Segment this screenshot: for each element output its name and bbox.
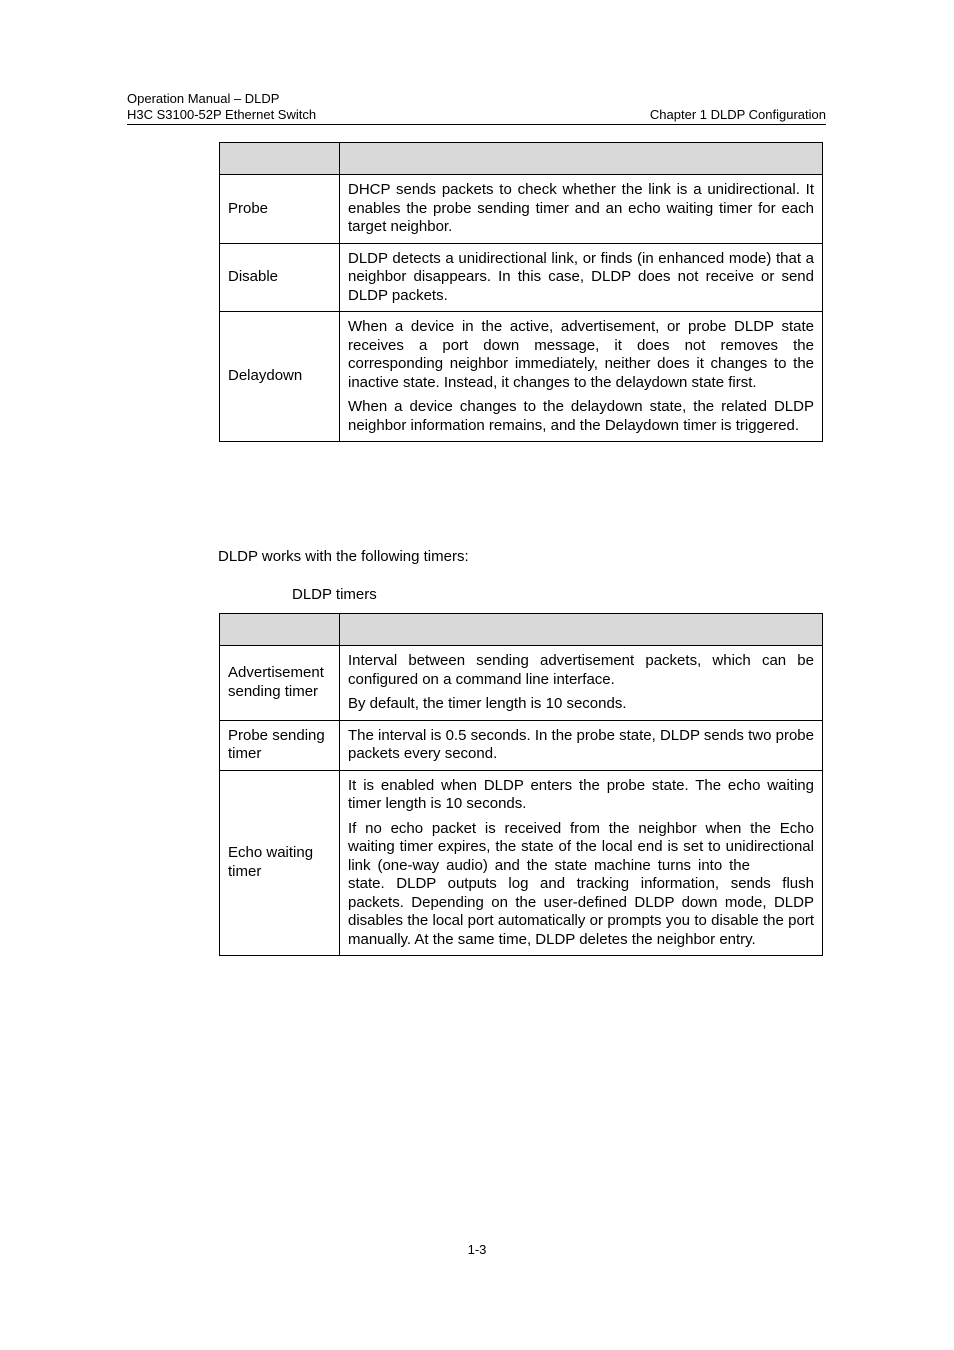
intro-text: DLDP works with the following timers: bbox=[218, 548, 469, 565]
description-paragraph: The interval is 0.5 seconds. In the probe state, DLDP sends two probe packets every second. bbox=[348, 726, 814, 762]
table-row bbox=[220, 175, 823, 244]
description-paragraph: When a device in the active, advertisement, or probe DLDP state receives a port down message, it does not removes the corresponding neighbor immediately, neither does it changes to the inactive state. Instead, it changes to the delaydown state first. bbox=[348, 318, 814, 391]
table-row bbox=[220, 720, 823, 770]
table-caption: DLDP timers bbox=[292, 586, 377, 603]
timer-description bbox=[340, 770, 823, 956]
description-paragraph: Interval between sending advertisement packets, which can be configured on a command line interface. bbox=[348, 652, 814, 688]
dldp-timers-table bbox=[219, 613, 823, 956]
table-header-cell bbox=[340, 614, 823, 646]
state-description bbox=[340, 312, 823, 442]
running-header-left bbox=[127, 91, 316, 123]
table-header-row bbox=[220, 614, 823, 646]
description-paragraph: It is enabled when DLDP enters the probe state. The echo waiting timer length is 10 seconds. bbox=[348, 776, 814, 812]
description-paragraph: DHCP sends packets to check whether the link is a unidirectional. It enables the probe sending timer and an echo waiting timer for each target neighbor. bbox=[348, 181, 814, 235]
table-header-row bbox=[220, 143, 823, 175]
state-name: Probe bbox=[220, 175, 340, 244]
state-description bbox=[340, 243, 823, 312]
description-text-part: state. DLDP outputs log and tracking information, sends flush packets. Depending on the user-defined DLDP down mode, DLDP disables the local port automatically or prompts you to disable the port manually. At the same time, DLDP deletes the neighbor entry. bbox=[348, 875, 814, 948]
table-row bbox=[220, 646, 823, 721]
table-row bbox=[220, 243, 823, 312]
chapter-title: Chapter 1 DLDP Configuration bbox=[649, 107, 826, 122]
timer-description bbox=[340, 720, 823, 770]
description-paragraph bbox=[348, 820, 814, 950]
timer-name: Probe sending timer bbox=[220, 720, 340, 770]
timer-description bbox=[340, 646, 823, 721]
description-paragraph: By default, the timer length is 10 seconds. bbox=[348, 695, 627, 712]
state-description bbox=[340, 175, 823, 244]
table-row bbox=[220, 770, 823, 956]
state-name: Delaydown bbox=[220, 312, 340, 442]
header-divider bbox=[127, 124, 826, 125]
description-text-part: If no echo packet is received from the neighbor when the Echo waiting timer expires, the state of the local end is set to unidirectional link (one-way audio) and the state machine turns into the bbox=[348, 819, 814, 874]
description-paragraph: DLDP detects a unidirectional link, or finds (in enhanced mode) that a neighbor disappears. In this case, DLDP does not receive or send DLDP packets. bbox=[348, 249, 814, 304]
timer-name: Echo waiting timer bbox=[220, 770, 340, 956]
description-paragraph: When a device changes to the delaydown state, the related DLDP neighbor information remains, and the Delaydown timer is triggered. bbox=[348, 398, 814, 434]
table-header-cell bbox=[340, 143, 823, 175]
dldp-states-table bbox=[219, 142, 823, 442]
table-header-cell bbox=[220, 614, 340, 646]
table-header-cell bbox=[220, 143, 340, 175]
manual-title: Operation Manual – DLDP bbox=[127, 91, 280, 106]
table-row bbox=[220, 312, 823, 442]
timer-name: Advertisement sending timer bbox=[220, 646, 340, 721]
product-name: H3C S3100-52P Ethernet Switch bbox=[127, 107, 317, 122]
state-name: Disable bbox=[220, 243, 340, 312]
page-number: 1-3 bbox=[467, 1242, 487, 1257]
